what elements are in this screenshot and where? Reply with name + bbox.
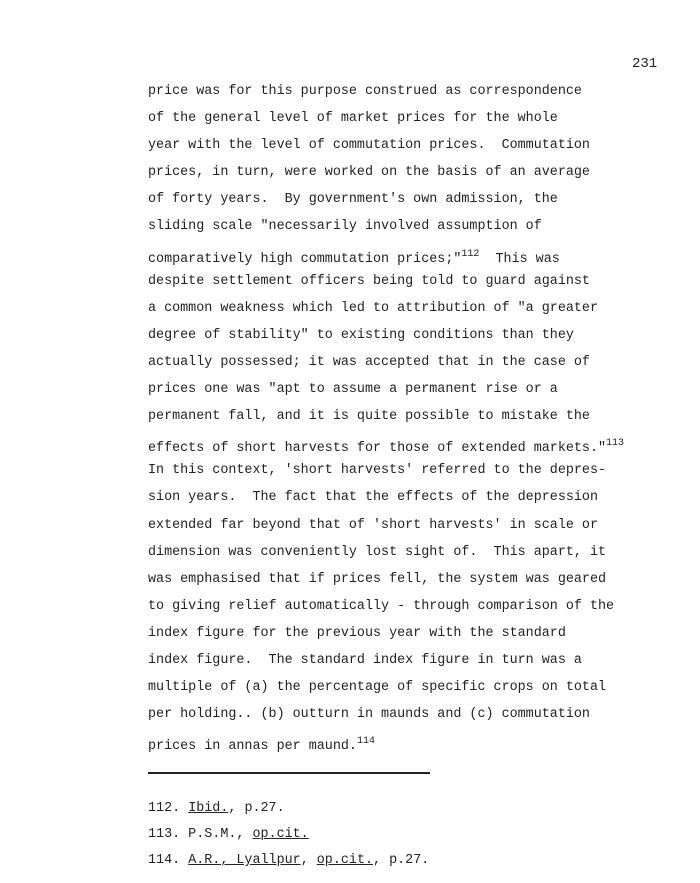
text-line: was emphasised that if prices fell, the system was geared [148,571,607,587]
text-line [148,728,688,755]
text-line: actually possessed; it was accepted that in the case of [148,354,590,370]
text-line: per holding.. (b) outturn in maunds and (c) commutation [148,707,590,723]
text: comparatively high commutation prices;" [148,251,462,267]
footnote-text: , [300,853,317,868]
text-line: sion years. The fact that the effects of the depression [148,490,598,506]
text-line: dimension was conveniently lost sight of. This apart, it [148,544,607,560]
text-line: permanent fall, and it is quite possible to mistake the [148,409,590,425]
text-line: of forty years. By government's own admission, the [148,192,558,208]
text-line: price was for this purpose construed as correspondence [148,84,582,99]
text-line: sliding scale "necessarily involved assumption of [148,219,542,235]
text-line: a common weakness which led to attribution of "a greater [148,300,598,316]
text-line [148,241,688,268]
footnote-divider [148,772,430,774]
text-line: of the general level of market prices for the whole [148,111,558,127]
footnote-text: , p.27. [373,853,430,868]
footnote-citation: op.cit. [316,853,374,868]
footnote-text: , p.27. [228,801,285,816]
footnote-ref: 114 [356,736,375,748]
footnote-number: 113. P.S.M., [148,827,253,842]
text-line: index figure for the previous year with the standard [148,625,566,641]
text: effects of short harvests for those of extended markets." [148,441,607,457]
body-text [148,78,688,755]
footnote-citation: Ibid. [188,801,229,816]
text-line: year with the level of commutation prices. Commutation [148,138,590,154]
text-line: extended far beyond that of 'short harvests' in scale or [148,517,598,533]
text-line: despite settlement officers being told to guard against [148,273,590,289]
footnote-number: 112. [148,801,189,816]
text: prices in annas per maund. [148,739,357,755]
footnote-114 [148,848,429,874]
text-line [148,430,688,457]
page-number: 231 [632,56,658,72]
text: This was [479,251,560,267]
text-line: prices, in turn, were worked on the basis of an average [148,165,590,181]
footnote-ref: 113 [606,438,625,450]
text-line: In this context, 'short harvests' referred to the depres- [148,463,607,479]
footnote-citation: A.R., Lyallpur [188,853,301,868]
footnote-113 [148,822,429,848]
footnote-112 [148,796,429,822]
text-line: degree of stability" to existing conditions than they [148,327,574,343]
footnote-number: 114. [148,853,189,868]
footnote-ref: 112 [461,248,480,260]
footnote-citation: op.cit. [252,827,309,842]
text-line: index figure. The standard index figure in turn was a [148,652,582,668]
text-line: to giving relief automatically - through comparison of the [148,598,615,614]
text-line: multiple of (a) the percentage of specific crops on total [148,680,607,696]
footnotes [148,796,429,874]
text-line: prices one was "apt to assume a permanent rise or a [148,382,558,398]
